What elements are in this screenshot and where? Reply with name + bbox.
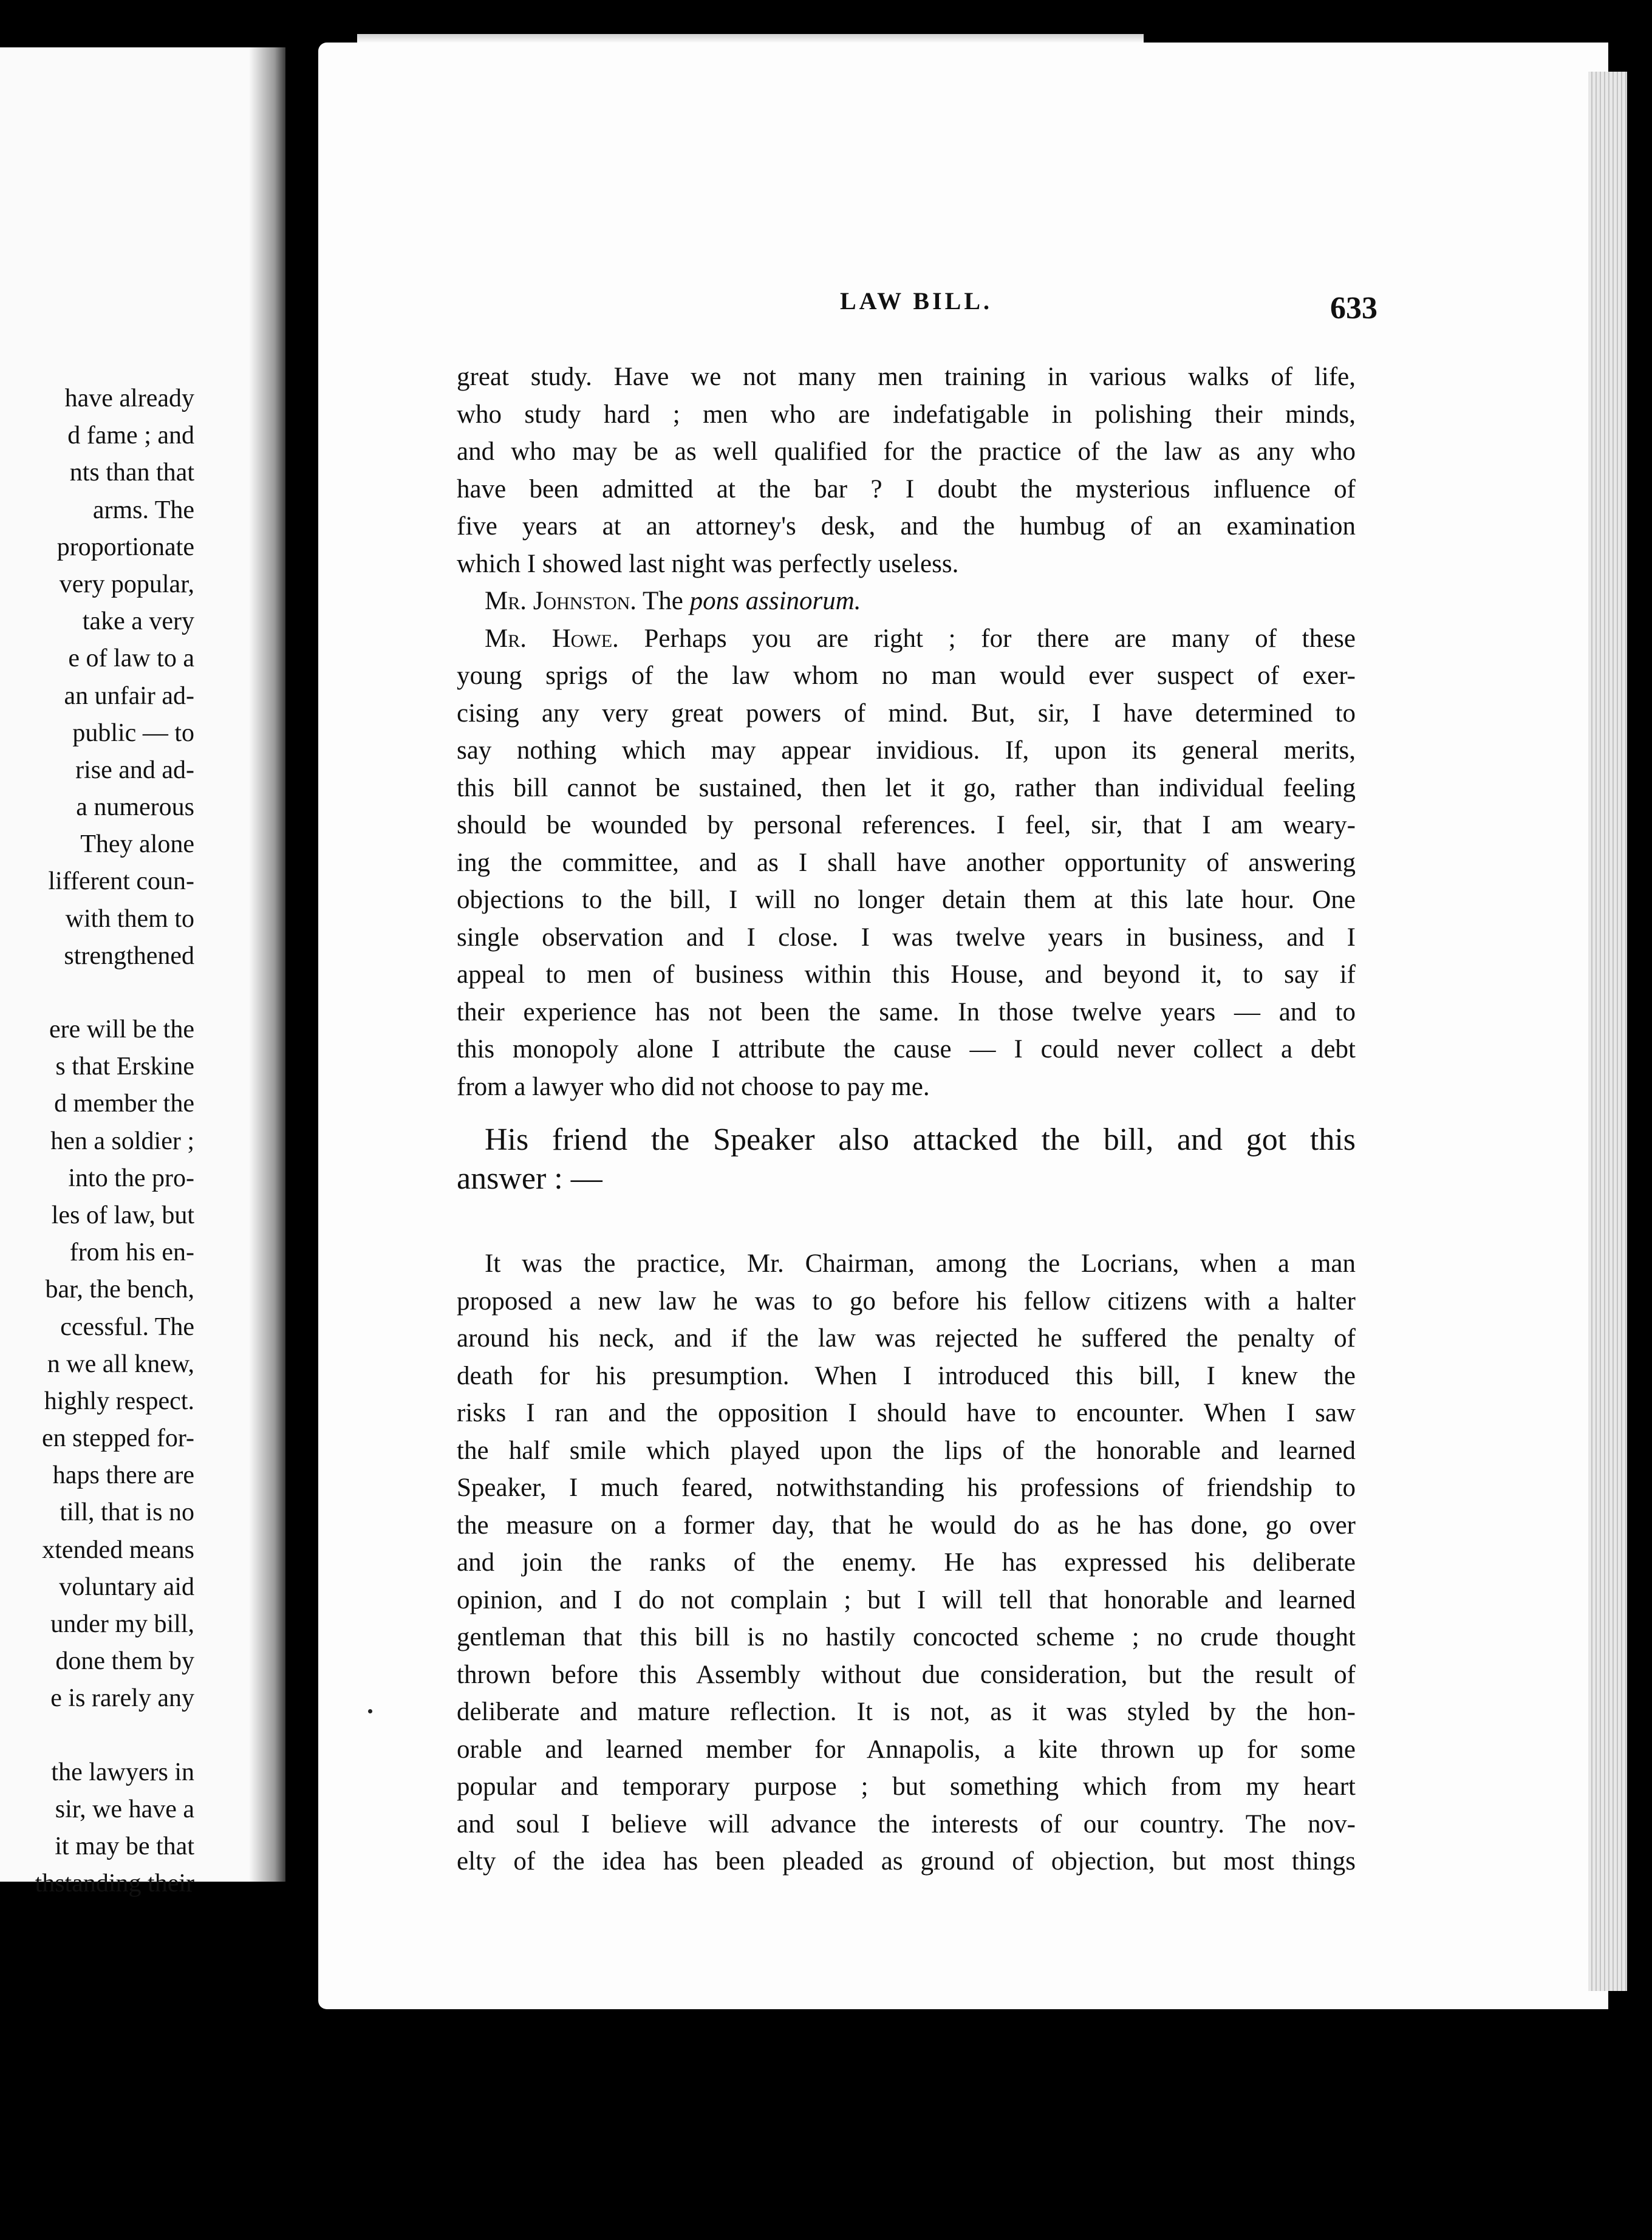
left-line: hen a soldier ; — [50, 1127, 194, 1155]
text-line: death for his presumption. When I introduced this bill, I knew the — [457, 1361, 1356, 1390]
text-line: cising any very great powers of mind. But, sir, I have determined to — [457, 698, 1356, 728]
left-line: from his en- — [69, 1238, 194, 1267]
text-line: from a lawyer who did not choose to pay me. — [457, 1072, 930, 1101]
left-line: rise and ad- — [75, 756, 194, 784]
text-line: have been admitted at the bar ? I doubt the mysterious influence of — [457, 474, 1356, 504]
left-line: take a very — [82, 607, 194, 636]
text-line: thrown before this Assembly without due consideration, but the result of — [457, 1660, 1356, 1689]
left-line: e is rarely any — [50, 1684, 194, 1713]
left-line: an unfair ad- — [64, 681, 194, 710]
text-line: say nothing which may appear invidious. If, upon its general merits, — [457, 736, 1356, 765]
left-line: into the pro- — [68, 1164, 194, 1192]
left-line: s that Erskine — [55, 1053, 194, 1081]
ink-speck — [368, 1709, 372, 1713]
speech-reply — [457, 1245, 1356, 1880]
left-line: till, that is no — [60, 1498, 194, 1527]
narration — [457, 1121, 1356, 1198]
text-line: objections to the bill, I will no longer detain them at this late hour. One — [457, 886, 1356, 914]
left-line: haps there are — [52, 1461, 194, 1490]
text-line: their experience has not been the same. In those twelve years — and to — [457, 997, 1356, 1026]
left-page-text — [35, 380, 194, 1902]
remark-text: The — [643, 587, 683, 615]
left-line: les of law, but — [51, 1201, 194, 1229]
left-line: n we all knew, — [47, 1350, 194, 1378]
latin-phrase: pons assinorum. — [689, 587, 861, 615]
left-line: with them to — [65, 904, 194, 933]
running-header: LAW BILL. — [840, 287, 993, 315]
text-line: the half smile which played upon the lips of the honorable and learned — [457, 1436, 1356, 1465]
text-line: this bill cannot be sustained, then let it go, rather than individual feeling — [457, 773, 1356, 802]
left-line: proportionate — [56, 533, 194, 561]
text-line: gentleman that this bill is no hastily concocted scheme ; no crude thought — [457, 1623, 1356, 1651]
text-line: Speaker, I much feared, notwithstanding his professions of friendship to — [457, 1473, 1356, 1502]
left-line: done them by — [55, 1647, 194, 1676]
left-line: e of law to a — [68, 644, 194, 673]
left-line: xtended means — [42, 1535, 194, 1564]
johnston-remark — [457, 582, 1356, 620]
text-line: this monopoly alone I attribute the cause — I could never collect a debt — [457, 1035, 1356, 1064]
speech-continuation — [457, 358, 1356, 1105]
text-line: popular and temporary purpose ; but something which from my heart — [457, 1772, 1356, 1801]
text-line: who study hard ; men who are indefatigable in polishing their minds, — [457, 400, 1356, 429]
speaker-name: Mr. Johnston. — [485, 587, 637, 615]
text-line: the measure on a former day, that he would do as he has done, go over — [457, 1511, 1356, 1540]
text-line: which I showed last night was perfectly useless. — [457, 549, 959, 578]
text-line: around his neck, and if the law was rejected he suffered the penalty of — [457, 1324, 1356, 1353]
text-line: should be wounded by personal references. I feel, sir, that I am weary- — [457, 811, 1356, 839]
left-line: very popular, — [59, 570, 194, 598]
left-line: sir, we have a — [55, 1795, 194, 1823]
left-line: en stepped for- — [41, 1424, 194, 1453]
remark-text: Perhaps you are right ; for there are many of these — [644, 624, 1356, 653]
howe-remark-first-line — [457, 620, 1356, 658]
text-line: risks I ran and the opposition I should have to encounter. When I saw — [457, 1399, 1356, 1427]
left-line: the lawyers in — [51, 1758, 194, 1786]
left-line: d member the — [54, 1090, 194, 1118]
text-line: great study. Have we not many men training in various walks of life, — [457, 363, 1356, 391]
text-line: orable and learned member for Annapolis, a kite thrown up for some — [457, 1735, 1356, 1764]
left-page — [0, 47, 285, 1898]
text-line: elty of the idea has been pleaded as ground of objection, but most things — [457, 1847, 1356, 1876]
narration-line: answer : — — [457, 1161, 602, 1196]
text-line: It was the practice, Mr. Chairman, among the Locrians, when a man — [485, 1249, 1356, 1278]
paragraph-gap — [35, 975, 194, 1011]
left-line: ere will be the — [49, 1016, 194, 1043]
left-line: bar, the bench, — [45, 1275, 194, 1304]
narration-line: His friend the Speaker also attacked the bill, and got this — [485, 1122, 1356, 1157]
text-line: ing the committee, and as I shall have another opportunity of answering — [457, 848, 1356, 877]
left-line: arms. The — [92, 496, 194, 524]
text-line: five years at an attorney's desk, and the humbug of an examination — [457, 512, 1356, 541]
text-line: young sprigs of the law whom no man would ever suspect of exer- — [457, 661, 1356, 690]
left-line: thstanding their — [35, 1870, 194, 1898]
left-line: it may be that — [55, 1832, 194, 1860]
left-line: under my bill, — [50, 1610, 194, 1638]
paragraph-gap — [35, 1718, 194, 1754]
left-line: They alone — [80, 830, 194, 859]
text-line: and join the ranks of the enemy. He has expressed his deliberate — [457, 1548, 1356, 1577]
left-line: lifferent coun- — [48, 867, 194, 896]
left-line: voluntary aid — [59, 1572, 194, 1601]
left-line: a numerous — [76, 793, 194, 822]
left-line: nts than that — [69, 459, 194, 487]
speaker-name: Mr. Howe. — [485, 624, 619, 653]
book-gutter-shadow — [249, 47, 285, 1882]
left-line: have already — [64, 384, 194, 412]
text-line: opinion, and I do not complain ; but I will tell that honorable and learned — [457, 1585, 1356, 1614]
left-line: public — to — [72, 719, 194, 747]
left-line: d fame ; and — [67, 422, 194, 450]
page-fore-edges — [1588, 72, 1627, 1991]
page-number: 633 — [1330, 291, 1377, 326]
left-line: ccessful. The — [60, 1313, 194, 1341]
text-line: deliberate and mature reflection. It is not, as it was styled by the hon- — [457, 1698, 1356, 1726]
text-line: single observation and I close. I was twelve years in business, and I — [457, 923, 1356, 952]
text-line: and who may be as well qualified for the practice of the law as any who — [457, 437, 1356, 466]
text-line: proposed a new law he was to go before his fellow citizens with a halter — [457, 1286, 1356, 1316]
left-line: strengthened — [64, 941, 194, 970]
left-line: highly respect. — [44, 1387, 194, 1415]
text-line: appeal to men of business within this House, and beyond it, to say if — [457, 960, 1356, 989]
text-line: and soul I believe will advance the interests of our country. The nov- — [457, 1809, 1356, 1839]
